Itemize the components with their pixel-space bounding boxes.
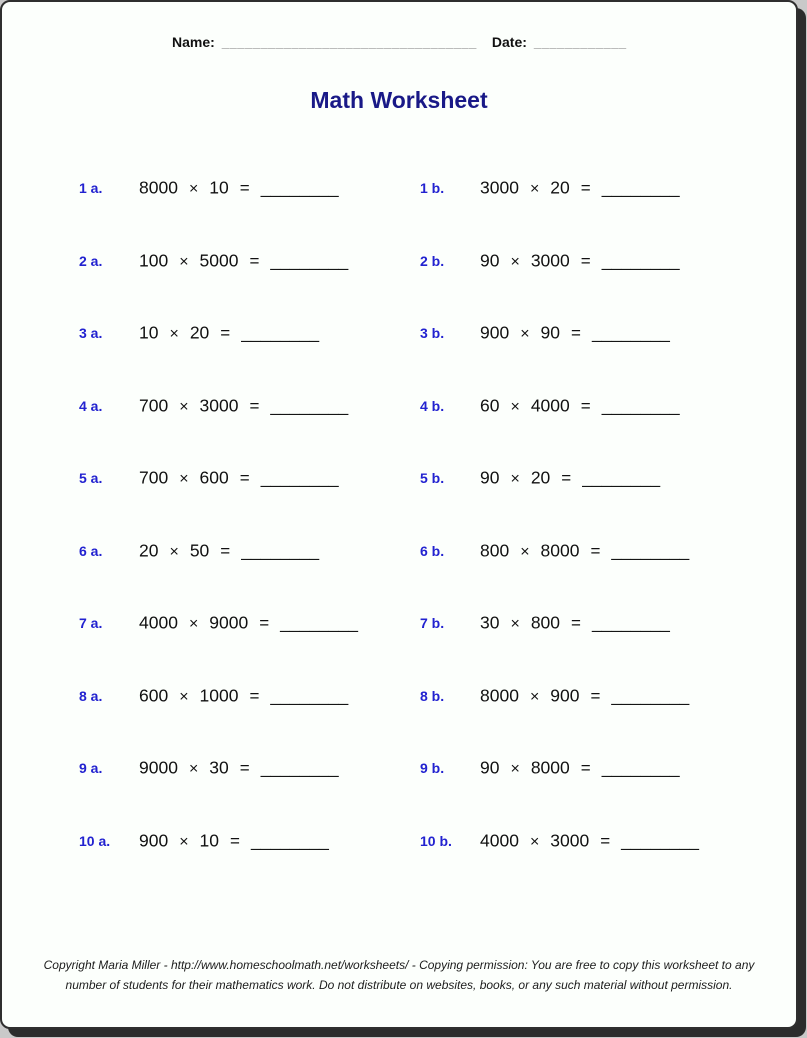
problem-row bbox=[2, 660, 796, 733]
equals-sign: = bbox=[230, 831, 240, 851]
problem-expression bbox=[139, 250, 348, 271]
problem-row bbox=[2, 732, 796, 805]
multiplicand: 900 bbox=[480, 322, 510, 343]
multiplier: 3000 bbox=[530, 250, 570, 271]
problem-expression bbox=[480, 540, 689, 561]
times-sign: × bbox=[179, 470, 189, 488]
answer-blank: ________ bbox=[621, 830, 700, 851]
times-sign: × bbox=[188, 180, 199, 198]
multiplicand: 700 bbox=[139, 395, 169, 416]
multiplier: 8000 bbox=[530, 757, 570, 778]
problem-expression bbox=[480, 468, 660, 489]
equals-sign: = bbox=[580, 178, 591, 198]
times-sign: × bbox=[529, 688, 540, 706]
multiplier: 9000 bbox=[209, 612, 249, 633]
answer-blank: ________ bbox=[591, 612, 670, 633]
problems-grid bbox=[2, 152, 796, 877]
times-sign: × bbox=[179, 833, 189, 851]
multiplier: 1000 bbox=[199, 685, 239, 706]
multiplier: 10 bbox=[209, 177, 229, 198]
answer-blank: ________ bbox=[260, 467, 339, 488]
equals-sign: = bbox=[239, 758, 250, 778]
times-sign: × bbox=[169, 543, 179, 561]
multiplier: 4000 bbox=[530, 395, 570, 416]
times-sign: × bbox=[179, 688, 189, 706]
equals-sign: = bbox=[580, 758, 591, 778]
times-sign: × bbox=[179, 398, 189, 416]
multiplier: 30 bbox=[209, 757, 229, 778]
answer-blank: ________ bbox=[601, 395, 680, 416]
problem-number: 5 b. bbox=[420, 470, 445, 487]
equals-sign: = bbox=[571, 613, 581, 633]
equals-sign: = bbox=[220, 323, 231, 343]
problem-expression bbox=[480, 323, 670, 344]
multiplicand: 3000 bbox=[480, 177, 519, 198]
problem-expression bbox=[139, 468, 339, 489]
times-sign: × bbox=[510, 615, 520, 633]
problem-number: 6 b. bbox=[420, 542, 445, 559]
problem-row bbox=[2, 805, 796, 878]
answer-blank: ________ bbox=[270, 685, 349, 706]
footer-copyright-line-2: number of students for their mathematics work. Do not distribute on websites, books, or any such material without permission. bbox=[65, 978, 733, 992]
answer-blank: ________ bbox=[582, 467, 661, 488]
equals-sign: = bbox=[249, 251, 260, 271]
footer bbox=[2, 955, 796, 995]
multiplicand: 800 bbox=[480, 540, 510, 561]
multiplicand: 90 bbox=[480, 757, 500, 778]
answer-blank: ________ bbox=[250, 830, 329, 851]
problem-number: 10 b. bbox=[420, 832, 452, 849]
times-sign: × bbox=[510, 398, 520, 416]
problem-row bbox=[2, 225, 796, 298]
equals-sign: = bbox=[590, 686, 601, 706]
problem-number: 4 b. bbox=[420, 397, 445, 414]
problem-expression bbox=[480, 250, 680, 271]
problem-number: 5 a. bbox=[79, 470, 103, 487]
multiplicand: 20 bbox=[139, 540, 159, 561]
times-sign: × bbox=[510, 470, 520, 488]
equals-sign: = bbox=[220, 541, 231, 561]
problem-row bbox=[2, 587, 796, 660]
multiplicand: 4000 bbox=[480, 830, 519, 851]
answer-blank: ________ bbox=[591, 322, 670, 343]
answer-blank: ________ bbox=[241, 540, 320, 561]
multiplicand: 8000 bbox=[480, 685, 519, 706]
problem-expression bbox=[480, 830, 699, 851]
footer-copyright-line-1: Copyright Maria Miller - http://www.homeschoolmath.net/worksheets/ - Copying permission: You are free to copy this worksheet to any bbox=[43, 958, 755, 972]
multiplier: 20 bbox=[530, 467, 551, 488]
date-blank-line: ____________ bbox=[533, 35, 627, 50]
problem-expression bbox=[139, 830, 329, 851]
multiplier: 3000 bbox=[199, 395, 239, 416]
name-blank-line: _________________________________ bbox=[221, 35, 477, 50]
problem-expression bbox=[139, 613, 358, 634]
problem-expression bbox=[139, 323, 319, 344]
multiplicand: 10 bbox=[139, 322, 159, 343]
problem-expression bbox=[480, 395, 680, 416]
times-sign: × bbox=[188, 760, 199, 778]
answer-blank: ________ bbox=[601, 250, 680, 271]
times-sign: × bbox=[188, 615, 199, 633]
problem-expression bbox=[480, 685, 689, 706]
answer-blank: ________ bbox=[611, 685, 690, 706]
problem-expression bbox=[139, 540, 319, 561]
multiplicand: 60 bbox=[480, 395, 500, 416]
answer-blank: ________ bbox=[270, 395, 349, 416]
problem-number: 1 b. bbox=[420, 180, 445, 197]
multiplier: 800 bbox=[530, 612, 561, 633]
problem-expression bbox=[139, 178, 339, 199]
name-label: Name: bbox=[172, 34, 215, 50]
problem-number: 6 a. bbox=[79, 542, 103, 559]
problem-expression bbox=[139, 395, 348, 416]
times-sign: × bbox=[179, 253, 189, 271]
multiplicand: 600 bbox=[139, 685, 169, 706]
problem-expression bbox=[139, 758, 339, 779]
equals-sign: = bbox=[239, 468, 250, 488]
header bbox=[172, 34, 627, 50]
problem-row bbox=[2, 515, 796, 588]
problem-number: 8 a. bbox=[79, 687, 103, 704]
answer-blank: ________ bbox=[611, 540, 690, 561]
problem-expression bbox=[480, 613, 670, 634]
multiplier: 8000 bbox=[540, 540, 580, 561]
equals-sign: = bbox=[259, 613, 270, 633]
equals-sign: = bbox=[249, 686, 260, 706]
multiplier: 600 bbox=[199, 467, 229, 488]
problem-number: 7 a. bbox=[79, 615, 103, 632]
answer-blank: ________ bbox=[270, 250, 349, 271]
date-label: Date: bbox=[491, 34, 527, 50]
times-sign: × bbox=[520, 325, 530, 343]
problem-number: 8 b. bbox=[420, 687, 445, 704]
problem-number: 2 b. bbox=[420, 252, 445, 269]
problem-number: 4 a. bbox=[79, 397, 103, 414]
equals-sign: = bbox=[239, 178, 250, 198]
equals-sign: = bbox=[561, 468, 572, 488]
times-sign: × bbox=[169, 325, 179, 343]
problem-number: 7 b. bbox=[420, 615, 445, 632]
multiplicand: 9000 bbox=[139, 757, 178, 778]
answer-blank: ________ bbox=[601, 177, 680, 198]
multiplicand: 30 bbox=[480, 612, 500, 633]
answer-blank: ________ bbox=[241, 322, 320, 343]
equals-sign: = bbox=[580, 396, 591, 416]
problem-number: 10 a. bbox=[79, 832, 111, 849]
problem-number: 1 a. bbox=[79, 180, 103, 197]
multiplier: 10 bbox=[199, 830, 220, 851]
times-sign: × bbox=[510, 253, 520, 271]
multiplicand: 700 bbox=[139, 467, 169, 488]
problem-number: 2 a. bbox=[79, 252, 103, 269]
multiplicand: 90 bbox=[480, 467, 500, 488]
equals-sign: = bbox=[600, 831, 611, 851]
answer-blank: ________ bbox=[280, 612, 359, 633]
answer-blank: ________ bbox=[601, 757, 680, 778]
multiplicand: 900 bbox=[139, 830, 169, 851]
times-sign: × bbox=[520, 543, 530, 561]
problem-expression bbox=[139, 685, 348, 706]
answer-blank: ________ bbox=[260, 757, 339, 778]
multiplier: 20 bbox=[550, 177, 570, 198]
problem-expression bbox=[480, 178, 680, 199]
problem-number: 3 b. bbox=[420, 325, 445, 342]
problem-number: 9 a. bbox=[79, 760, 103, 777]
multiplicand: 8000 bbox=[139, 177, 178, 198]
problem-row bbox=[2, 297, 796, 370]
multiplier: 20 bbox=[189, 322, 210, 343]
multiplicand: 90 bbox=[480, 250, 500, 271]
multiplicand: 100 bbox=[139, 250, 169, 271]
equals-sign: = bbox=[590, 541, 601, 561]
multiplier: 90 bbox=[540, 322, 561, 343]
multiplicand: 4000 bbox=[139, 612, 178, 633]
times-sign: × bbox=[529, 833, 540, 851]
times-sign: × bbox=[510, 760, 520, 778]
page-title: Math Worksheet bbox=[310, 87, 488, 113]
problem-number: 9 b. bbox=[420, 760, 445, 777]
problem-expression bbox=[480, 758, 680, 779]
multiplier: 50 bbox=[189, 540, 210, 561]
multiplier: 3000 bbox=[550, 830, 590, 851]
equals-sign: = bbox=[249, 396, 260, 416]
equals-sign: = bbox=[571, 323, 581, 343]
equals-sign: = bbox=[580, 251, 591, 271]
multiplier: 5000 bbox=[199, 250, 239, 271]
problem-row bbox=[2, 152, 796, 225]
problem-row bbox=[2, 370, 796, 443]
multiplier: 900 bbox=[550, 685, 580, 706]
problem-number: 3 a. bbox=[79, 325, 103, 342]
times-sign: × bbox=[529, 180, 540, 198]
answer-blank: ________ bbox=[260, 177, 339, 198]
problem-row bbox=[2, 442, 796, 515]
